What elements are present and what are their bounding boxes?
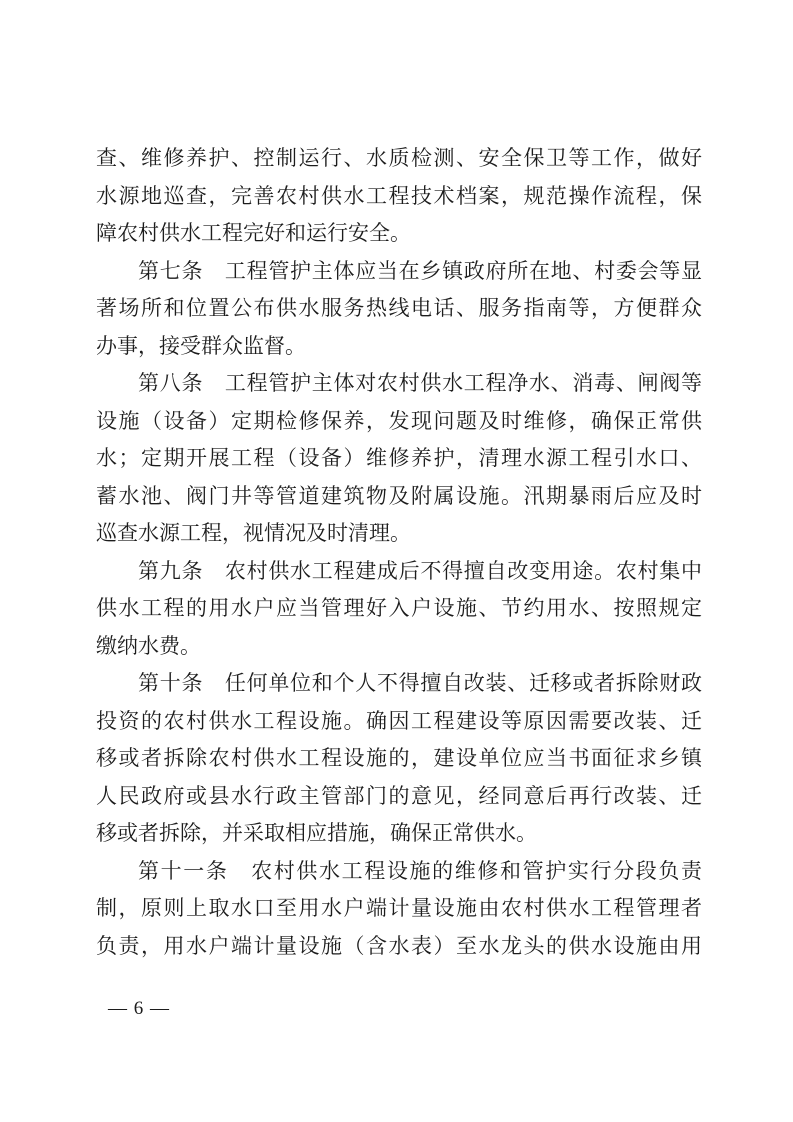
text-line: 人民政府或县水行政主管部门的意见，经同意后再行改装、迁 bbox=[96, 783, 702, 808]
text-line: 巡查水源工程，视情况及时清理。 bbox=[96, 521, 411, 545]
text-line: 第八条 工程管护主体对农村供水工程净水、消毒、闸阀等 bbox=[138, 371, 702, 395]
text-line: 第七条 工程管护主体应当在乡镇政府所在地、村委会等显 bbox=[138, 258, 702, 283]
text-line: 查、维修养护、控制运行、水质检测、安全保卫等工作，做好 bbox=[96, 146, 702, 170]
paragraph bbox=[96, 140, 702, 253]
text-line: 缴纳水费。 bbox=[96, 633, 201, 658]
text-line: 第十一条 农村供水工程设施的维修和管护实行分段负责 bbox=[138, 858, 702, 883]
text-line: 办事，接受群众监督。 bbox=[96, 333, 306, 358]
text-line: 蓄水池、阀门井等管道建筑物及附属设施。汛期暴雨后应及时 bbox=[96, 483, 702, 508]
text-line: 投资的农村供水工程设施。确因工程建设等原因需要改装、迁 bbox=[96, 708, 702, 733]
text-line: 制，原则上取水口至用水户端计量设施由农村供水工程管理者 bbox=[96, 896, 702, 920]
paragraph bbox=[96, 853, 702, 966]
text-line: 设施（设备）定期检修保养，发现问题及时维修，确保正常供 bbox=[96, 408, 702, 433]
paragraph bbox=[96, 553, 702, 666]
page-number: — 6 — bbox=[108, 998, 170, 1019]
text-line: 供水工程的用水户应当管理好入户设施、节约用水、按照规定 bbox=[96, 596, 702, 620]
text-line: 第十条 任何单位和个人不得擅自改装、迁移或者拆除财政 bbox=[138, 671, 702, 695]
text-line: 著场所和位置公布供水服务热线电话、服务指南等，方便群众 bbox=[96, 296, 702, 320]
text-line: 负责，用水户端计量设施（含水表）至水龙头的供水设施由用 bbox=[96, 933, 702, 958]
text-line: 移或者拆除农村供水工程设施的，建设单位应当书面征求乡镇 bbox=[96, 746, 702, 770]
document-body bbox=[96, 140, 702, 965]
text-line: 水；定期开展工程（设备）维修养护，清理水源工程引水口、 bbox=[96, 446, 702, 470]
text-line: 障农村供水工程完好和运行安全。 bbox=[96, 221, 411, 245]
paragraph bbox=[96, 665, 702, 853]
text-line: 水源地巡查，完善农村供水工程技术档案，规范操作流程，保 bbox=[96, 183, 702, 208]
paragraph bbox=[96, 253, 702, 366]
text-line: 移或者拆除，并采取相应措施，确保正常供水。 bbox=[96, 821, 537, 845]
paragraph bbox=[96, 365, 702, 553]
text-line: 第九条 农村供水工程建成后不得擅自改变用途。农村集中 bbox=[138, 558, 702, 583]
